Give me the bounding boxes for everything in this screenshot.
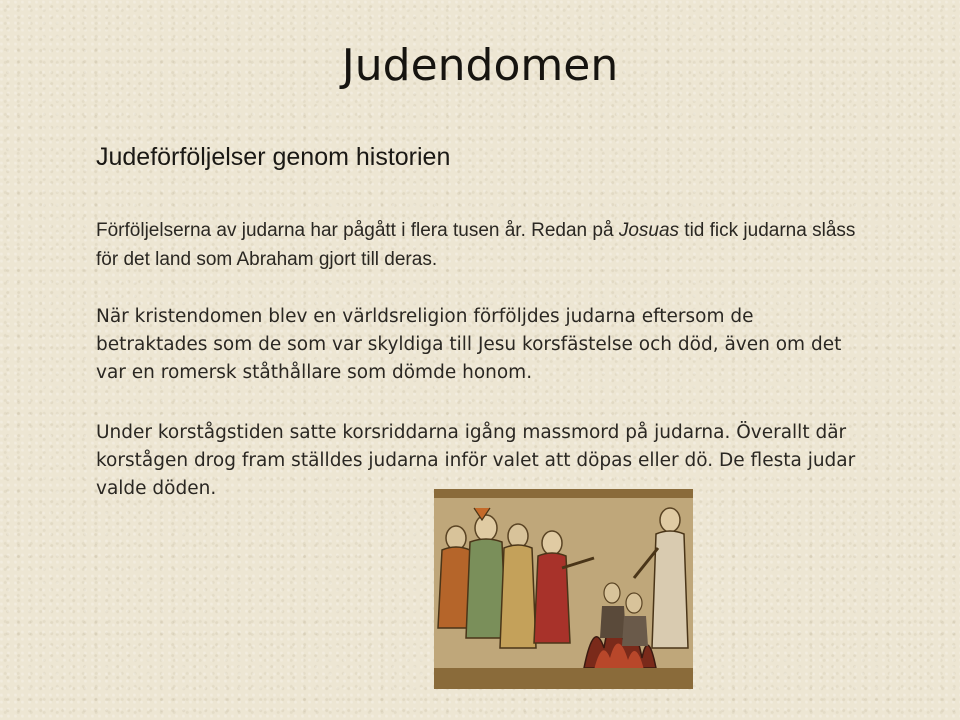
paragraph-1-text-a: Förföljelserna av judarna har pågått i flera tusen år. Redan på [96, 220, 619, 241]
illustration-artwork [434, 498, 693, 680]
paragraph-1 [96, 216, 856, 274]
paragraph-2: När kristendomen blev en världsreligion förföljdes judarna eftersom de betraktades som de som var skyldiga till Jesu korsfästelse och död, även om det var en romersk ståthållare som dömde honom. [96, 306, 842, 383]
slide-subtitle: Judeförföljelser genom historien [96, 143, 451, 171]
paragraph-1-italic: Josuas [618, 220, 680, 241]
paragraph-1-text-b: tid fick judarna slåss för det land som Abraham gjort till deras. [96, 220, 856, 270]
paragraph-3: Under korstågstiden satte korsriddarna igång massmord på judarna. Överallt där korstågen drog fram ställdes judarna inför valet att döpas eller dö. De flesta judar valde döden. [96, 422, 856, 499]
slide-title: Judendomen [341, 40, 619, 91]
medieval-illustration-image [434, 489, 693, 689]
